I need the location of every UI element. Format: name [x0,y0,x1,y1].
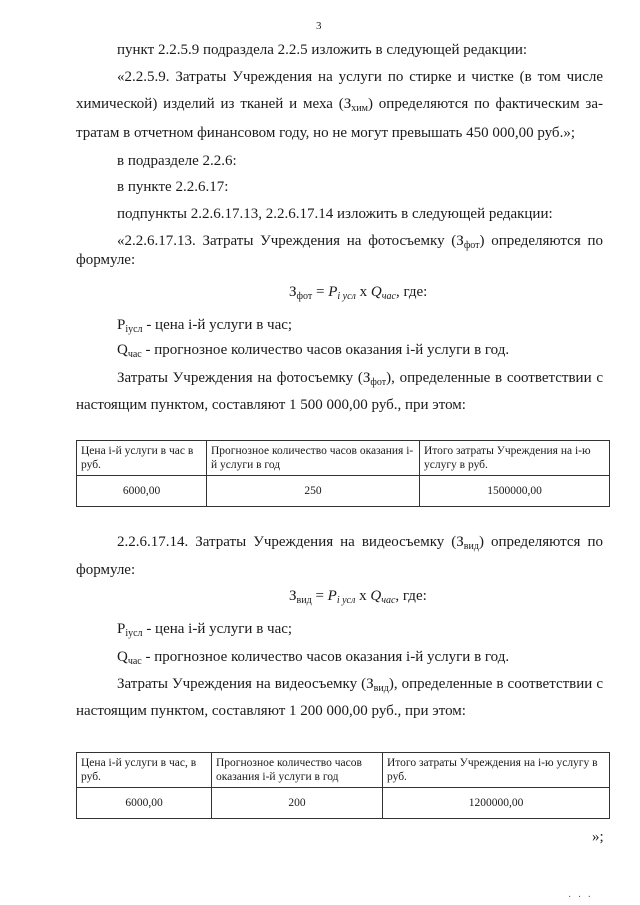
table-header-cell: Прогнозное количество часов оказания i-й услуги в год [212,753,383,788]
table-cell-total: 1500000,00 [420,476,610,507]
video-total-line-1: Затраты Учреждения на видеосъемку $(З_{вид})$, определенные в соответствии с [117,676,603,694]
photo-def-hours: $Q_{час}$ - прогнозное количество часов оказания i-й услуги в год. [117,342,510,360]
video-def-hours: $Q_{час}$ - прогнозное количество часов оказания i-й услуги в год. [117,649,510,667]
photo-total-line-2: настоящим пунктом, составляют 1 500 000,00 руб., при этом: [76,397,466,413]
photo-formula-intro: формуле: [76,252,136,268]
scan-marks: · · · [568,892,593,903]
subsection-2-2-6-line: в подразделе 2.2.6: [117,153,237,169]
video-def-price: $P_{iусл}$ - цена i-й услуги в час; [117,621,293,639]
quote-2-2-5-9-line-3: тратам в отчетном финансовом году, но не могут превышать 450 000,00 руб.»; [76,125,575,141]
table-header-cell: Прогнозное количество часов оказания i-й услуги в год [207,441,420,476]
table-cell-hours: 250 [207,476,420,507]
table-header-cell: Цена i-й услуги в час, в руб. [77,753,212,788]
video-cost-table [76,752,610,819]
table-header-cell: Итого затраты Учреждения на i-ю услугу в руб. [420,441,610,476]
photo-cost-table [76,440,610,507]
photo-def-price: $P_{iусл}$ - цена i-й услуги в час; [117,317,293,335]
table-cell-total: 1200000,00 [383,788,610,819]
table-row [77,788,610,819]
table-header-cell: Цена i-й услуги в час в руб. [77,441,207,476]
video-total-line-2: настоящим пунктом, составляют 1 200 000,00 руб., при этом: [76,703,466,719]
table-row [77,476,610,507]
photo-section-heading: «2.2.6.17.13. Затраты Учреждения на фотосъемку $(З_{фот})$ определяются по [117,233,603,251]
table-cell-price: 6000,00 [77,788,212,819]
table-header-row [77,441,610,476]
quote-2-2-5-9-line-1: «2.2.5.9. Затраты Учреждения на услуги по стирке и чистке (в том числе [117,69,603,85]
video-formula: $З_{вид} = P_{i усл}$ х $Q_{час}$, где: [289,588,427,606]
table-header-cell: Итого затраты Учреждения на i-ю услугу в руб. [383,753,610,788]
instruction-line-2-2-5-9: пункт 2.2.5.9 подраздела 2.2.5 изложить в следующей редакции: [117,42,528,58]
closing-quote: »; [592,829,604,845]
table-header-row [77,753,610,788]
table-cell-price: 6000,00 [77,476,207,507]
video-section-heading: 2.2.6.17.14. Затраты Учреждения на видеосъемку $(З_{вид})$ определяются по [117,534,603,552]
photo-total-line-1: Затраты Учреждения на фотосъемку $(З_{фот})$, определенные в соответствии с [117,370,603,388]
point-2-2-6-17-line: в пункте 2.2.6.17: [117,179,229,195]
photo-formula: $З_{фот} = P_{i усл}$ х $Q_{час}$, где: [289,284,428,302]
subpoints-instruction-line: подпункты 2.2.6.17.13, 2.2.6.17.14 изложить в следующей редакции: [117,206,553,222]
page-number: 3 [316,20,322,32]
video-formula-intro: формуле: [76,562,136,578]
quote-2-2-5-9-line-2: химической) изделий из тканей и меха $(З_{хим})$ определяются по фактическим за- [76,96,603,114]
table-cell-hours: 200 [212,788,383,819]
